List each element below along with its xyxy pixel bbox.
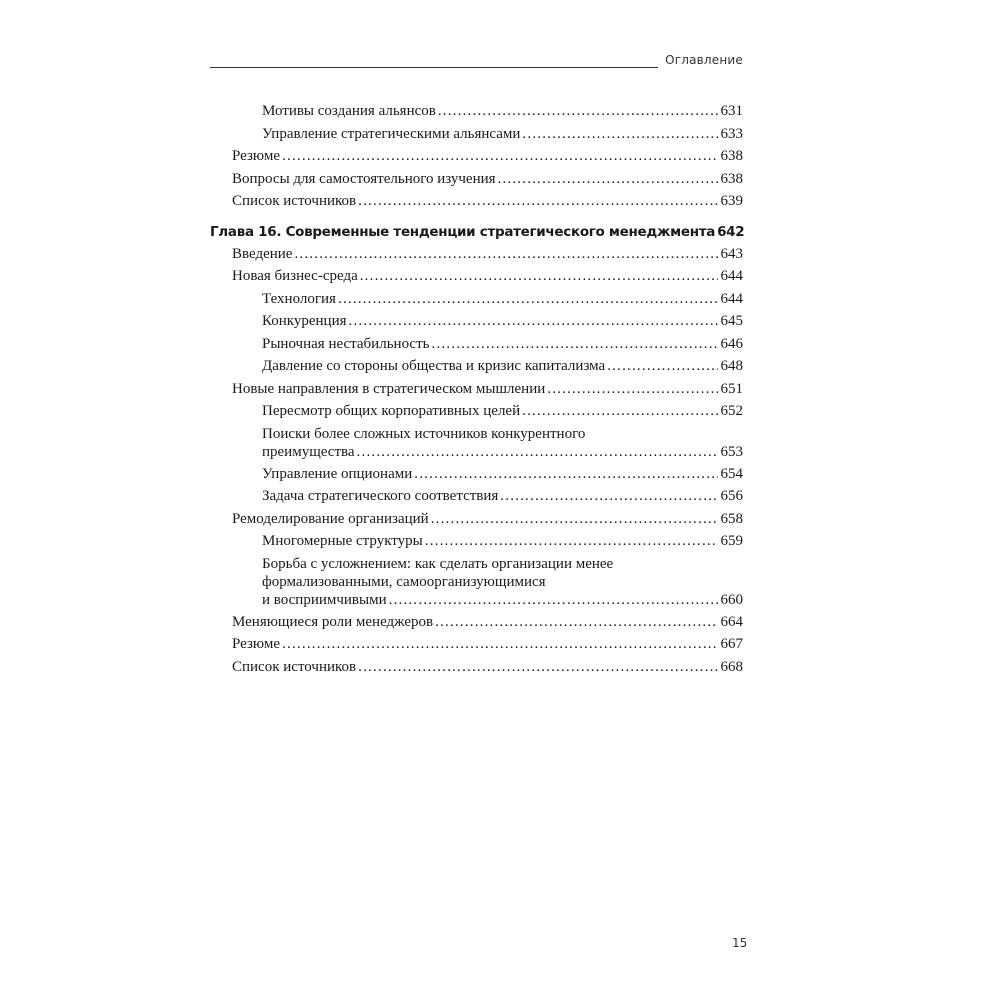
toc-entry-title: Конкуренция [262, 313, 347, 329]
dot-leader [389, 591, 718, 609]
toc-entry-page: 667 [720, 636, 743, 652]
toc-entry[interactable] [210, 355, 743, 378]
toc-entry[interactable] [210, 530, 743, 553]
chapter-page: 642 [717, 223, 745, 240]
toc-entry-title: Список источников [232, 193, 357, 209]
dot-leader [438, 100, 718, 123]
toc-entry-title: Многомерные структуры [262, 533, 423, 549]
toc-entry-page: 643 [720, 245, 743, 262]
toc-entry-title: Вопросы для самостоятельного изучения [232, 170, 496, 187]
toc-entry[interactable] [210, 265, 743, 288]
toc-entry-title: Новые направления в стратегическом мышлении [232, 380, 546, 397]
toc-entry[interactable] [210, 400, 743, 423]
toc-entry-page: 651 [720, 380, 743, 397]
toc-entry-title: Новая бизнес-среда [232, 268, 358, 284]
toc-entry-title-line: Поиски более сложных источников конкурентного [262, 425, 586, 442]
toc-entry[interactable] [210, 168, 743, 191]
toc-entry-title: преимущества [262, 443, 355, 460]
toc-entry-title: Пересмотр общих корпоративных целей [262, 403, 521, 419]
table-of-contents [210, 100, 743, 678]
toc-entry[interactable] [210, 378, 743, 401]
toc-entry-page: 668 [720, 658, 743, 675]
toc-entry-multiline[interactable] [210, 553, 743, 611]
toc-entry-page: 660 [720, 591, 743, 608]
dot-leader [522, 123, 717, 146]
toc-entry-page: 656 [720, 488, 743, 504]
toc-entry[interactable] [210, 100, 743, 123]
toc-entry-page: 664 [720, 613, 743, 630]
dot-leader [414, 463, 717, 486]
toc-entry-page: 638 [720, 170, 743, 187]
dot-leader [522, 400, 717, 423]
dot-leader [500, 485, 717, 508]
dot-leader [432, 333, 718, 356]
toc-entry-page: 639 [720, 193, 743, 209]
dot-leader [435, 611, 717, 634]
toc-entry-page: 638 [720, 148, 743, 164]
toc-entry-multiline[interactable] [210, 423, 743, 463]
toc-entry-title: Управление опционами [262, 465, 413, 482]
dot-leader [498, 168, 718, 191]
header-rule [210, 67, 658, 68]
dot-leader [358, 190, 717, 213]
toc-entry-title: Введение [232, 245, 293, 262]
toc-entry-page: 658 [720, 510, 743, 527]
toc-entry-title-line: формализованными, самоорганизующимися [262, 573, 546, 590]
toc-entry-title: Резюме [232, 636, 281, 652]
toc-entry[interactable] [210, 190, 743, 213]
toc-entry-page: 644 [720, 268, 743, 284]
toc-entry-page: 631 [720, 103, 743, 119]
toc-entry-title: Рыночная нестабильность [262, 335, 430, 352]
toc-entry-page: 654 [720, 465, 743, 482]
toc-entry[interactable] [210, 333, 743, 356]
dot-leader [294, 243, 717, 266]
toc-entry-page: 645 [720, 313, 743, 329]
toc-entry-title: Давление со стороны общества и кризис капитализма [262, 358, 606, 374]
toc-entry[interactable] [210, 310, 743, 333]
toc-entry[interactable] [210, 145, 743, 168]
toc-entry-page: 646 [720, 335, 743, 352]
running-header [210, 52, 743, 72]
dot-leader [357, 443, 718, 461]
toc-entry-page: 652 [720, 403, 743, 419]
dot-leader [282, 145, 717, 168]
toc-entry-title: Технология [262, 290, 336, 307]
toc-entry-title: Резюме [232, 148, 281, 164]
toc-entry-page: 659 [720, 533, 743, 549]
toc-entry-page: 633 [720, 125, 743, 142]
toc-entry-title: Список источников [232, 658, 357, 675]
toc-entry[interactable] [210, 508, 743, 531]
toc-chapter-heading[interactable] [210, 221, 743, 243]
chapter-title: Глава 16. Современные тенденции стратегического менеджмента [210, 223, 716, 240]
dot-leader [358, 656, 717, 679]
toc-entry[interactable] [210, 463, 743, 486]
dot-leader [425, 530, 718, 553]
toc-entry-title-line: Борьба с усложнением: как сделать организации менее [262, 555, 614, 572]
dot-leader [349, 310, 718, 333]
toc-entry[interactable] [210, 656, 743, 679]
dot-leader [431, 508, 718, 531]
toc-entry-page: 648 [720, 358, 743, 374]
toc-entry-title: Мотивы создания альянсов [262, 103, 436, 119]
toc-entry[interactable] [210, 288, 743, 311]
header-title: Оглавление [665, 53, 743, 67]
toc-entry[interactable] [210, 243, 743, 266]
dot-leader [338, 288, 718, 311]
toc-entry-title: Управление стратегическими альянсами [262, 125, 521, 142]
dot-leader [360, 265, 718, 288]
toc-entry-title: Задача стратегического соответствия [262, 488, 499, 504]
toc-entry-title: и восприимчивыми [262, 591, 387, 608]
toc-entry[interactable] [210, 633, 743, 656]
toc-entry[interactable] [210, 485, 743, 508]
toc-entry-page: 653 [720, 443, 743, 460]
toc-entry-page: 644 [720, 290, 743, 307]
dot-leader [282, 633, 717, 656]
page-number: 15 [732, 936, 748, 950]
toc-entry-title: Меняющиеся роли менеджеров [232, 613, 434, 630]
dot-leader [547, 378, 717, 401]
toc-entry[interactable] [210, 611, 743, 634]
toc-entry[interactable] [210, 123, 743, 146]
toc-entry-title: Ремоделирование организаций [232, 510, 429, 527]
dot-leader [607, 355, 717, 378]
